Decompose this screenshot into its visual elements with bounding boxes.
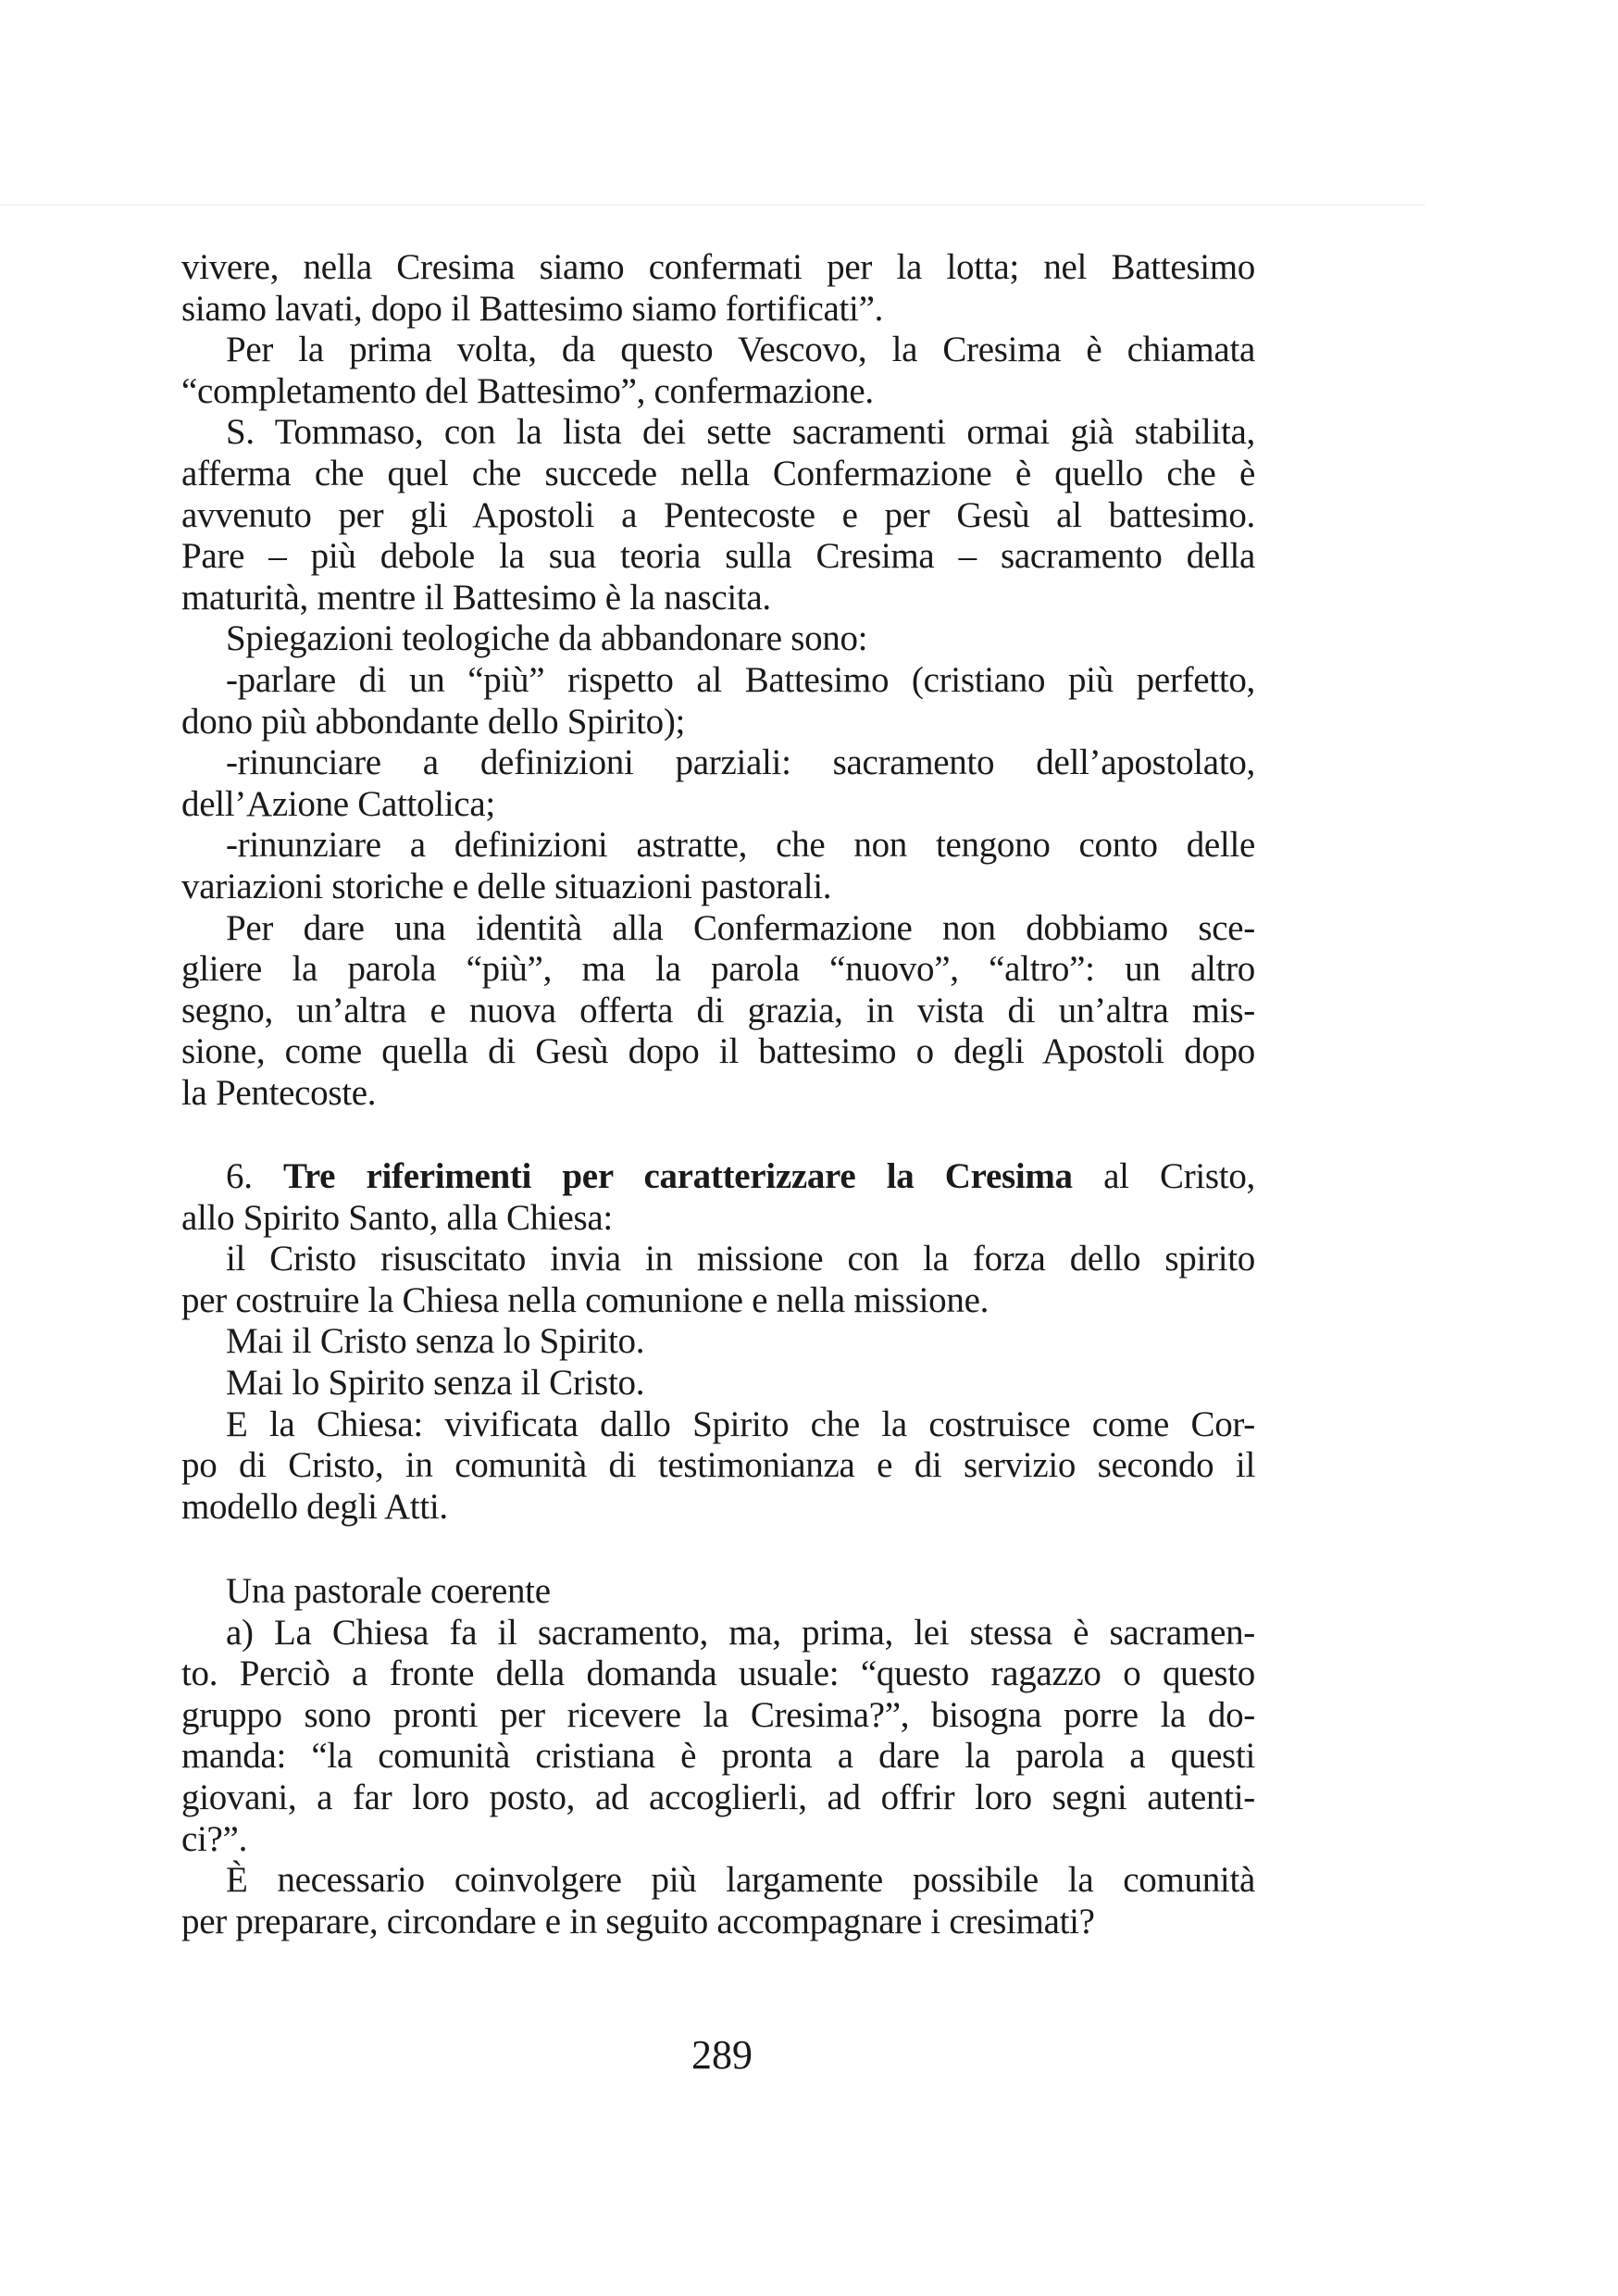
- text-line: S. Tommaso, con la lista dei sette sacramenti ormai già stabilita,: [226, 412, 1255, 453]
- text-line: Mai il Cristo senza lo Spirito.: [226, 1321, 645, 1362]
- text-line: manda: “la comunità cristiana è pronta a dare la parola a questi: [181, 1736, 1255, 1777]
- pastoral-section: [181, 1571, 1255, 1942]
- text-line: il Cristo risuscitato invia in missione con la forza dello spirito: [226, 1239, 1255, 1279]
- text-line: a) La Chiesa fa il sacramento, ma, prima, lei stessa è sacramen-: [226, 1612, 1255, 1653]
- text-line: per preparare, circondare e in seguito accompagnare i cresimati?: [181, 1901, 1095, 1941]
- text-line: vivere, nella Cresima siamo confermati per la lotta; nel Battesimo: [181, 247, 1255, 287]
- text-line: variazioni storiche e delle situazioni pastorali.: [181, 866, 832, 906]
- text-line: -rinunziare a definizioni astratte, che non tengono conto delle: [226, 825, 1255, 866]
- text-line: la Pentecoste.: [181, 1072, 377, 1113]
- text-line: gliere la parola “più”, ma la parola “nuovo”, “altro”: un altro: [181, 949, 1255, 990]
- text-line: segno, un’altra e nuova offerta di grazia, in vista di un’altra mis-: [181, 990, 1255, 1030]
- scan-edge-line: [0, 205, 1425, 206]
- text-line: -rinunciare a definizioni parziali: sacramento dell’apostolato,: [226, 742, 1255, 783]
- text-line: Mai lo Spirito senza il Cristo.: [226, 1362, 645, 1403]
- text-line: “completamento del Battesimo”, confermazione.: [181, 370, 874, 411]
- section-heading-rest: al Cristo,: [1103, 1156, 1255, 1196]
- text-line: giovani, a far loro posto, ad accoglierli, ad offrir loro segni autenti-: [181, 1777, 1255, 1817]
- section-6-body: [181, 1198, 1255, 1529]
- text-line: ci?”.: [181, 1818, 248, 1859]
- text-line: È necessario coinvolgere più largamente possibile la comunità: [226, 1860, 1255, 1901]
- text-line: siamo lavati, dopo il Battesimo siamo fortificati”.: [181, 288, 884, 329]
- text-line: to. Perciò a fronte della domanda usuale: “questo ragazzo o questo: [181, 1653, 1255, 1694]
- text-line: Una pastorale coerente: [226, 1571, 551, 1611]
- text-line: allo Spirito Santo, alla Chiesa:: [181, 1197, 613, 1238]
- text-line: sione, come quella di Gesù dopo il battesimo o degli Apostoli dopo: [181, 1031, 1255, 1072]
- text-line: E la Chiesa: vivificata dallo Spirito che la costruisce come Cor-: [226, 1404, 1255, 1444]
- section-title: Tre riferimenti per caratterizzare la Cresima: [283, 1156, 1073, 1196]
- text-line: -parlare di un “più” rispetto al Battesimo (cristiano più perfetto,: [226, 659, 1255, 700]
- paragraphs-section-5: [181, 247, 1255, 1114]
- text-line: afferma che quel che succede nella Confermazione è quello che è: [181, 453, 1255, 493]
- text-line: maturità, mentre il Battesimo è la nascita.: [181, 577, 771, 618]
- text-line: Per la prima volta, da questo Vescovo, la Cresima è chiamata: [226, 330, 1255, 370]
- text-line: po di Cristo, in comunità di testimonianza e di servizio secondo il: [181, 1445, 1255, 1486]
- text-line: dell’Azione Cattolica;: [181, 783, 495, 824]
- text-line: avvenuto per gli Apostoli a Pentecoste e per Gesù al battesimo.: [181, 494, 1255, 535]
- section-number: 6.: [226, 1156, 253, 1196]
- text-line: modello degli Atti.: [181, 1486, 448, 1527]
- text-line: per costruire la Chiesa nella comunione e nella missione.: [181, 1279, 989, 1320]
- text-line: Spiegazioni teologiche da abbandonare sono:: [226, 618, 868, 659]
- section-6: [181, 1156, 1255, 1528]
- text-line: gruppo sono pronti per ricevere la Cresima?”, bisogna porre la do-: [181, 1694, 1255, 1735]
- page-number: 289: [691, 2032, 753, 2078]
- text-line: Pare – più debole la sua teoria sulla Cresima – sacramento della: [181, 536, 1255, 577]
- text-line: Per dare una identità alla Confermazione non dobbiamo sce-: [226, 907, 1255, 948]
- text-line: dono più abbondante dello Spirito);: [181, 701, 686, 742]
- section-heading: [181, 1156, 1255, 1198]
